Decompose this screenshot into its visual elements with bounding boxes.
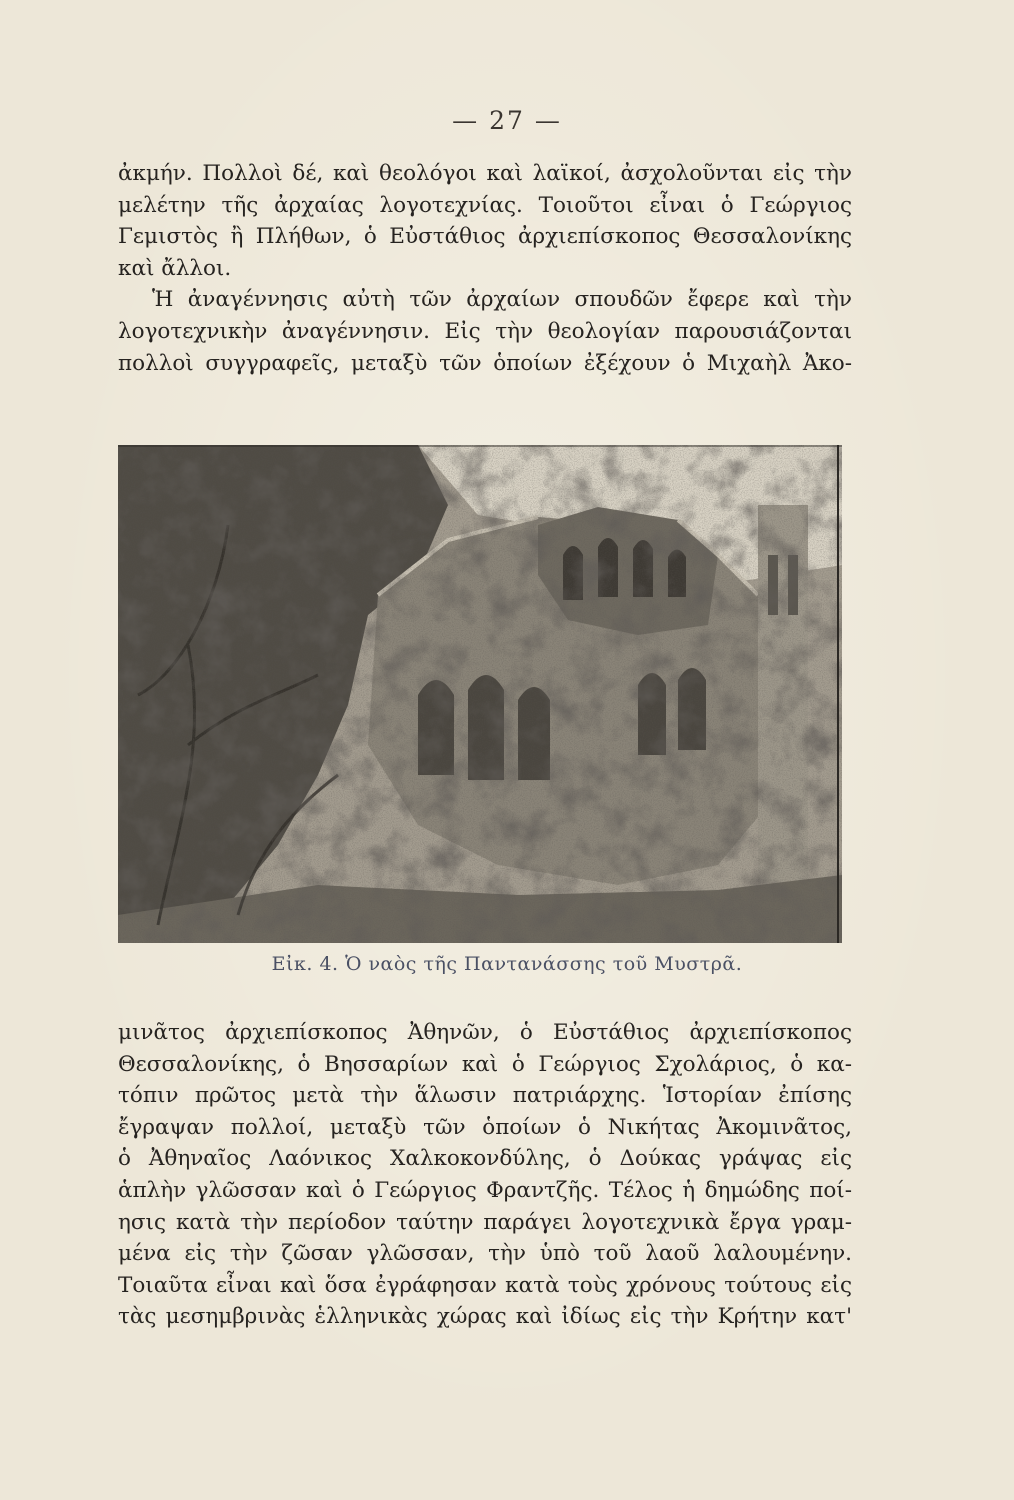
- text-line: ἔγραψαν πολλοί, μεταξὺ τῶν ὁποίων ὁ Νικήτας Ἀκομινᾶτος,: [118, 1114, 852, 1140]
- text-line: Τοιαῦτα εἶναι καὶ ὅσα ἐγράφησαν κατὰ τοὺς χρόνους τούτους εἰς: [118, 1272, 852, 1298]
- text-line: πολλοὶ συγγραφεῖς, μεταξὺ τῶν ὁποίων ἐξέχουν ὁ Μιχαὴλ Ἀκο-: [118, 350, 852, 376]
- text-line: Ἡ ἀναγέννησις αὐτὴ τῶν ἀρχαίων σπουδῶν ἔφερε καὶ τὴν: [152, 287, 852, 313]
- church-photograph: [118, 445, 842, 943]
- text-line: λογοτεχνικὴν ἀναγέννησιν. Εἰς τὴν θεολογίαν παρουσιάζονται: [118, 318, 852, 344]
- text-line: ἁπλὴν γλῶσσαν καὶ ὁ Γεώργιος Φραντζῆς. Τέλος ἡ δημώδης ποί-: [118, 1177, 852, 1203]
- text-line: Γεμιστὸς ἢ Πλήθων, ὁ Εὐστάθιος ἀρχιεπίσκοπος Θεσσαλονίκης: [118, 224, 852, 250]
- text-line: μινᾶτος ἀρχιεπίσκοπος Ἀθηνῶν, ὁ Εὐστάθιος ἀρχιεπίσκοπος: [118, 1020, 852, 1045]
- text-line: τόπιν πρῶτος μετὰ τὴν ἅλωσιν πατριάρχης. Ἱστορίαν ἐπίσης: [118, 1083, 852, 1109]
- text-line: τὰς μεσημβρινὰς ἑλληνικὰς χώρας καὶ ἰδίως εἰς τὴν Κρήτην κατ': [118, 1304, 852, 1330]
- body-text-top: [118, 158, 852, 379]
- text-line: μένα εἰς τὴν ζῶσαν γλῶσσαν, τὴν ὑπὸ τοῦ λαοῦ λαλουμένην.: [118, 1241, 852, 1267]
- text-line: ὁ Ἀθηναῖος Λαόνικος Χαλκοκονδύλης, ὁ Δούκας γράψας εἰς: [118, 1146, 852, 1172]
- text-line: καὶ ἄλλοι.: [118, 255, 232, 281]
- body-text-bottom: [118, 1017, 852, 1333]
- text-line: ἀκμήν. Πολλοὶ δέ, καὶ θεολόγοι καὶ λαϊκοί, ἀσχολοῦνται εἰς τὴν: [118, 161, 852, 186]
- figure-caption: Εἰκ. 4. Ὁ ναὸς τῆς Παντανάσσης τοῦ Μυστρᾶ.: [271, 953, 743, 975]
- text-line: μελέτην τῆς ἀρχαίας λογοτεχνίας. Τοιοῦτοι εἶναι ὁ Γεώργιος: [118, 192, 852, 218]
- text-line: Θεσσαλονίκης, ὁ Βησσαρίων καὶ ὁ Γεώργιος Σχολάριος, ὁ κα-: [118, 1051, 852, 1077]
- text-line: ησις κατὰ τὴν περίοδον ταύτην παράγει λογοτεχνικὰ ἔργα γραμ-: [118, 1209, 852, 1235]
- page-number: — 27 —: [452, 106, 562, 135]
